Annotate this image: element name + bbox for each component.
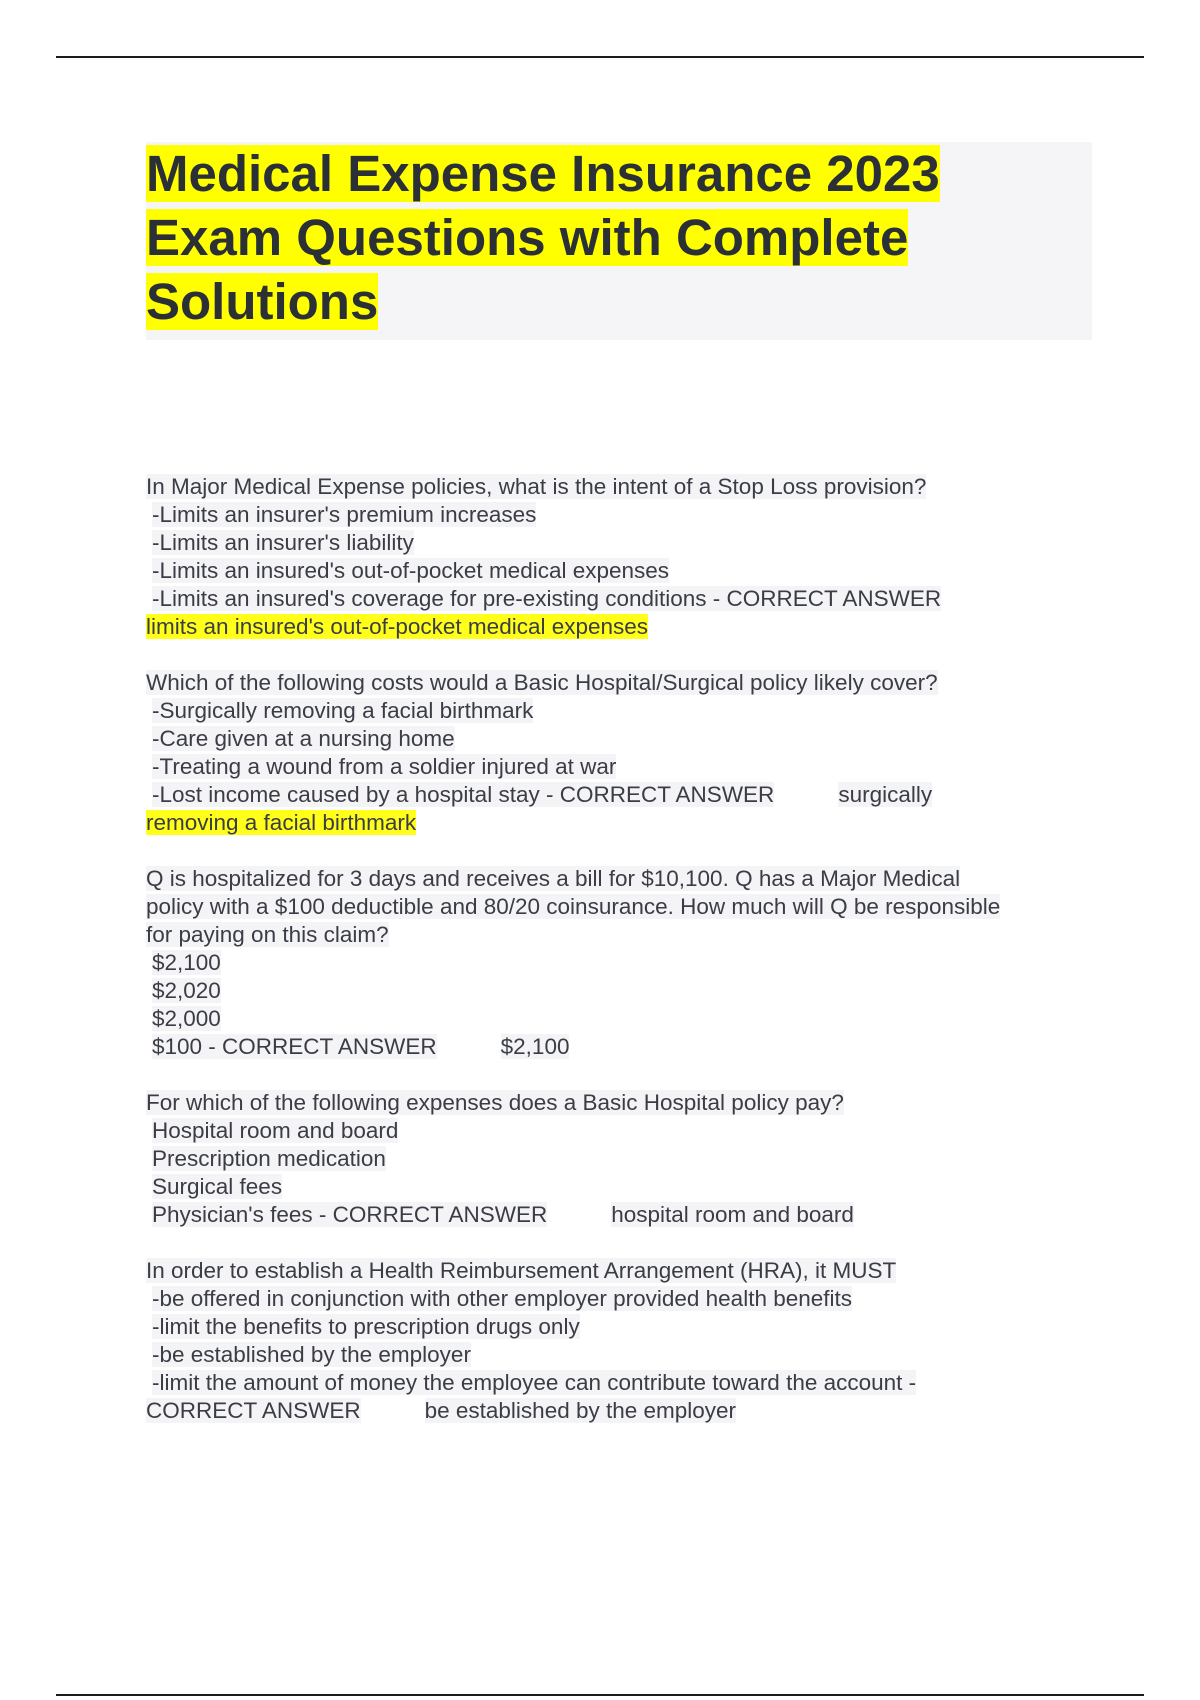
option-item: -be established by the employer <box>152 1342 471 1367</box>
correct-answer: limits an insured's out-of-pocket medical expenses <box>146 614 649 639</box>
document-title <box>146 142 1046 334</box>
option-item: -Surgically removing a facial birthmark <box>152 698 534 723</box>
question-text-line: Q is hospitalized for 3 days and receives a bill for $10,100. Q has a Major Medical <box>146 866 961 891</box>
correct-answer-label: CORRECT ANSWER <box>146 1398 361 1423</box>
correct-answer: be established by the employer <box>424 1398 737 1423</box>
option-item-last: -Limits an insured's coverage for pre-existing conditions - CORRECT ANSWER <box>152 586 942 611</box>
top-rule <box>56 56 1144 58</box>
correct-answer: removing a facial birthmark <box>146 810 417 835</box>
correct-answer: $2,100 <box>500 1034 570 1059</box>
question-block-3 <box>146 865 1106 1061</box>
correct-answer-part1: surgically <box>838 782 933 807</box>
option-item: -Limits an insurer's liability <box>152 530 414 555</box>
bottom-rule <box>56 1694 1144 1696</box>
qa-content <box>146 473 1106 1453</box>
option-item: -be offered in conjunction with other employer provided health benefits <box>152 1286 853 1311</box>
option-item: $2,020 <box>152 978 221 1003</box>
question-block-5 <box>146 1257 1106 1425</box>
option-item-last: -Lost income caused by a hospital stay - CORRECT ANSWER surgically <box>152 782 933 807</box>
option-item: -Care given at a nursing home <box>152 726 455 751</box>
question-block-4 <box>146 1089 1106 1229</box>
question-block-1 <box>146 473 1106 641</box>
option-item-last: -limit the amount of money the employee can contribute toward the account - <box>152 1370 917 1395</box>
option-item: -Limits an insurer's premium increases <box>152 502 537 527</box>
option-item: $2,000 <box>152 1006 221 1031</box>
question-text: In Major Medical Expense policies, what is the intent of a Stop Loss provision? <box>146 474 927 499</box>
option-item: $2,100 <box>152 950 221 975</box>
title-highlight: Medical Expense Insurance 2023 Exam Questions with Complete Solutions <box>146 145 940 330</box>
title-block <box>146 142 1092 340</box>
option-item: -Limits an insured's out-of-pocket medical expenses <box>152 558 670 583</box>
option-item: Hospital room and board <box>152 1118 399 1143</box>
question-text-line: for paying on this claim? <box>146 922 389 947</box>
question-text-line: policy with a $100 deductible and 80/20 coinsurance. How much will Q be responsible <box>146 894 1001 919</box>
question-text: For which of the following expenses does a Basic Hospital policy pay? <box>146 1090 844 1115</box>
question-text: Which of the following costs would a Basic Hospital/Surgical policy likely cover? <box>146 670 938 695</box>
option-item: -limit the benefits to prescription drugs only <box>152 1314 580 1339</box>
answer-line <box>146 1397 1106 1425</box>
option-item: -Treating a wound from a soldier injured at war <box>152 754 617 779</box>
option-item-last: $100 - CORRECT ANSWER $2,100 <box>152 1034 570 1059</box>
option-item: Surgical fees <box>152 1174 283 1199</box>
option-item-last: Physician's fees - CORRECT ANSWER hospital room and board <box>152 1202 854 1227</box>
correct-answer: hospital room and board <box>611 1202 854 1227</box>
question-text: In order to establish a Health Reimbursement Arrangement (HRA), it MUST <box>146 1258 897 1283</box>
question-block-2 <box>146 669 1106 837</box>
option-item: Prescription medication <box>152 1146 386 1171</box>
